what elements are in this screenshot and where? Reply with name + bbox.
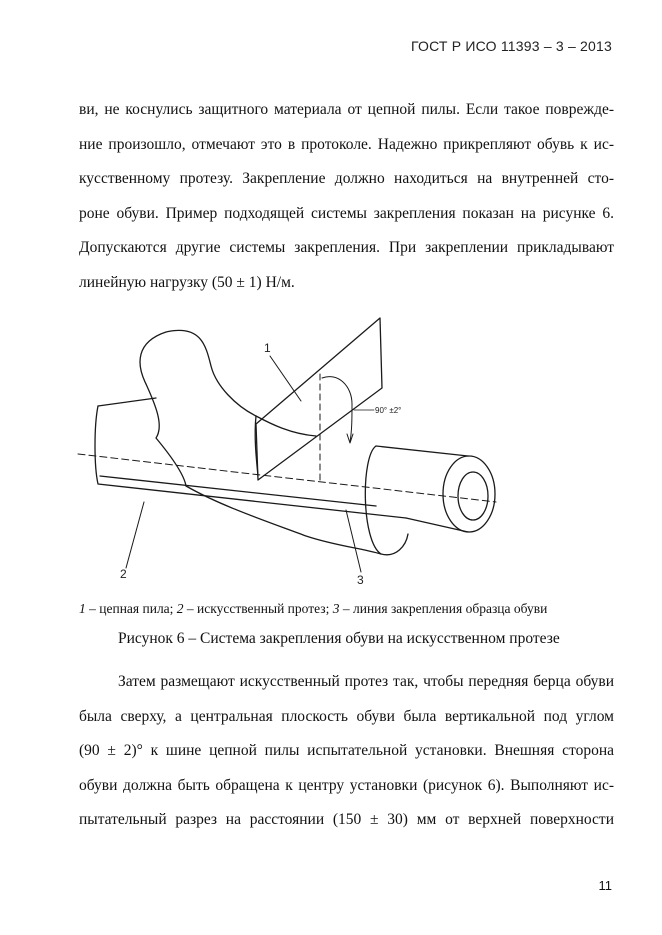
legend-text-3: – линия закрепления образца обуви xyxy=(339,601,548,616)
callout-3: 3 xyxy=(357,573,364,587)
document-header: ГОСТ Р ИСО 11393 – 3 – 2013 xyxy=(411,38,612,54)
angle-label: 90° ±2° xyxy=(375,406,402,415)
paragraph-1 xyxy=(79,93,614,300)
page-number: 11 xyxy=(598,878,612,893)
figure-legend xyxy=(79,601,639,617)
legend-text-2: – искусственный протез; xyxy=(183,601,333,616)
figure-6 xyxy=(76,306,516,596)
text-line: роне обуви. Пример подходящей системы закрепления показан на рисунке 6. xyxy=(79,204,614,222)
prosthesis-right-top xyxy=(376,446,468,456)
text-line: Затем размещают искусственный протез так, чтобы передняя берца обуви xyxy=(118,673,614,690)
angle-arrow xyxy=(347,434,353,443)
callout-2: 2 xyxy=(120,567,127,581)
text-line: ние произошло, отмечают это в протоколе. Надежно прикрепляют обувь к ис- xyxy=(79,135,614,153)
fixing-line xyxy=(78,454,496,502)
text-line: пытательный разрез на расстоянии (150 ± 30) мм от верхней поверхности xyxy=(79,811,614,828)
text-line: кусственному протезу. Закрепление должно находиться на внутренней сто- xyxy=(79,170,614,187)
prosthesis-outline xyxy=(95,406,406,518)
leader-3 xyxy=(346,510,361,572)
legend-number-2: 2 xyxy=(176,601,184,616)
text-line: Допускаются другие системы закрепления. При закреплении прикладывают xyxy=(79,239,614,256)
boot-sleeve xyxy=(365,446,408,555)
boot-shaft xyxy=(146,384,186,486)
text-line: ви, не коснулись защитного материала от цепной пилы. Если такое поврежде- xyxy=(79,101,614,118)
boot-upper xyxy=(140,330,316,436)
prosthesis-end-inner xyxy=(458,472,488,520)
prosthesis-right-bottom xyxy=(406,518,468,532)
chainsaw-blade xyxy=(256,318,382,480)
legend-number-1: 1 xyxy=(79,601,86,616)
figure-caption: Рисунок 6 – Система закрепления обуви на искусственном протезе xyxy=(118,630,560,647)
leader-2 xyxy=(126,502,144,568)
prosthesis-inner-line xyxy=(100,476,376,506)
callout-1: 1 xyxy=(264,341,271,355)
prosthesis-top-edge xyxy=(98,398,156,406)
text-line: линейную нагрузку (50 ± 1) Н/м. xyxy=(79,273,295,291)
paragraph-2 xyxy=(79,665,614,838)
text-line: была сверху, а центральная плоскость обуви была вертикальной под углом xyxy=(79,707,614,725)
angle-arc xyxy=(322,377,352,442)
leader-1 xyxy=(270,356,301,401)
text-line: (90 ± 2)° к шине цепной пилы испытательной установки. Внешняя сторона xyxy=(79,742,614,759)
legend-text-1: – цепная пила; xyxy=(85,601,177,616)
legend-number-3: 3 xyxy=(332,601,340,616)
text-line: обуви должна быть обращена к центру установки (рисунок 6). Выполняют ис- xyxy=(79,776,614,794)
prosthesis-end-outer xyxy=(443,456,495,532)
boot-fixing-diagram xyxy=(76,306,516,596)
